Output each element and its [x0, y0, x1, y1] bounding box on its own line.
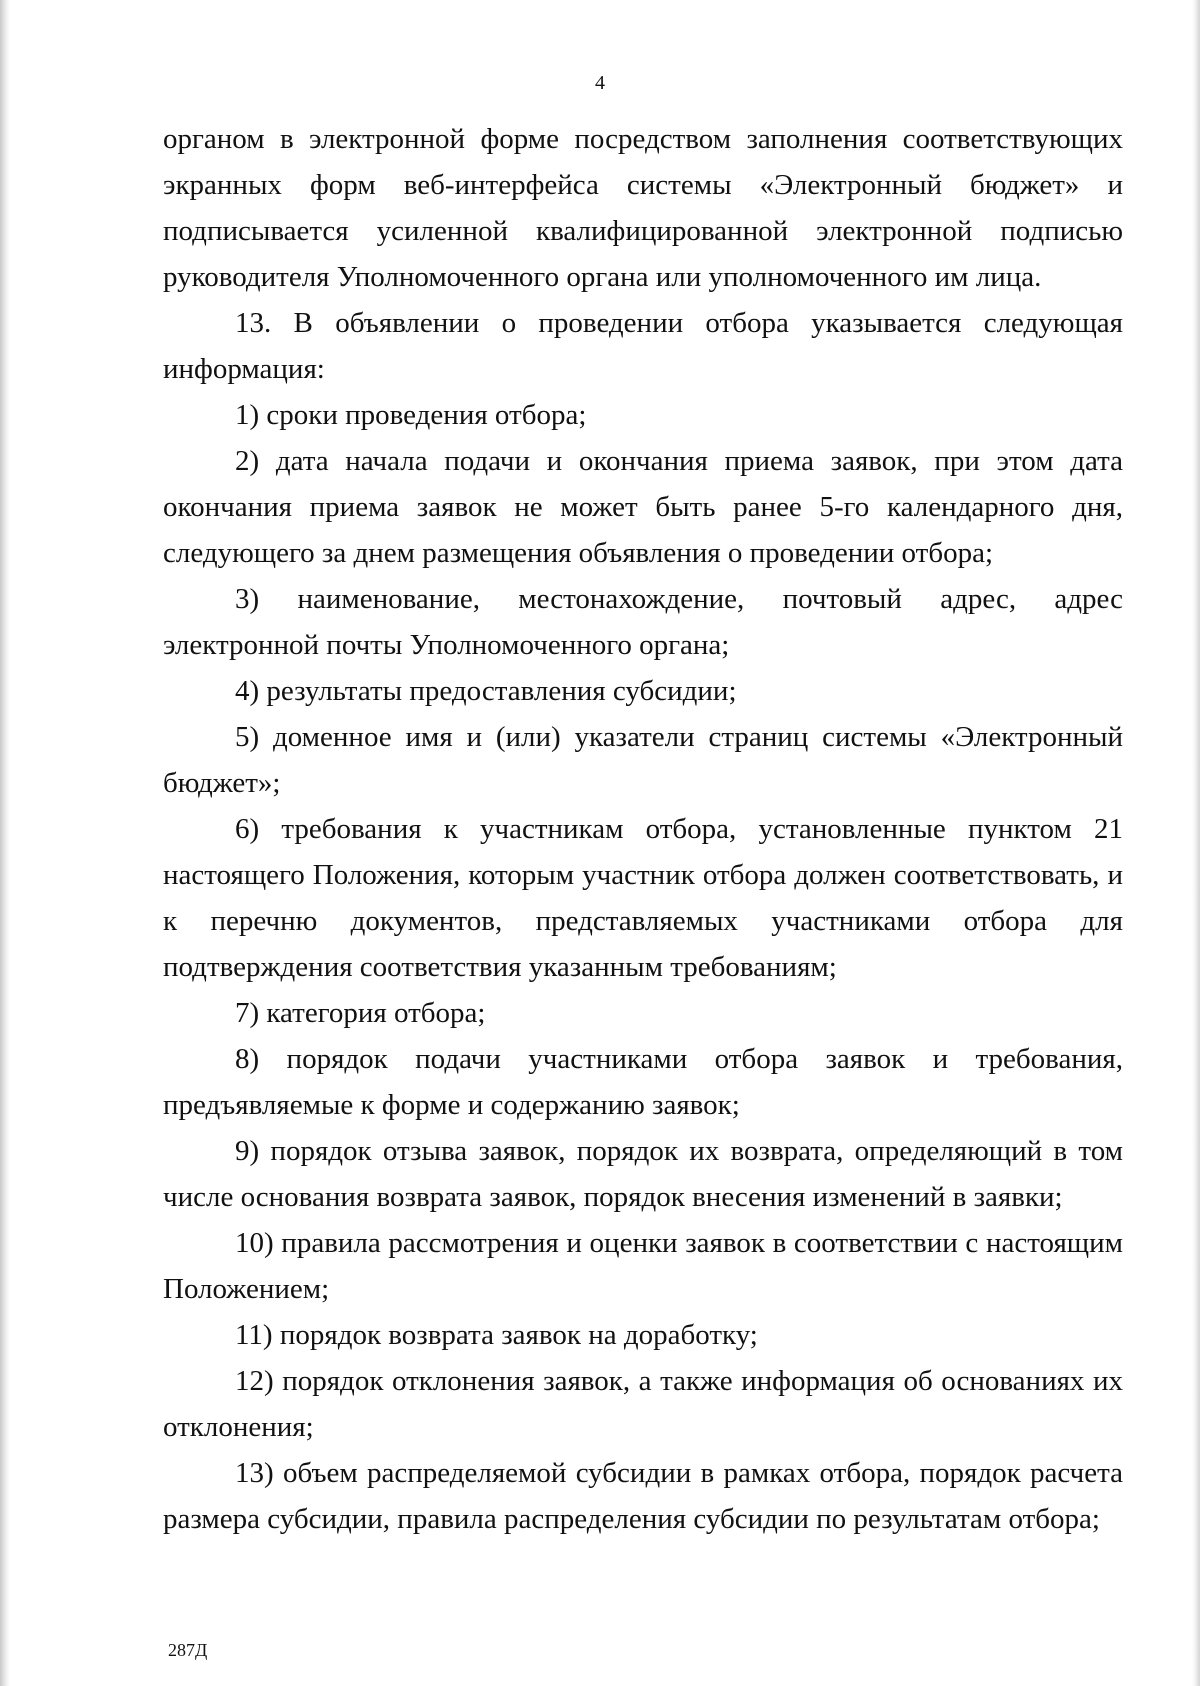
list-item-1: 1) сроки проведения отбора;	[235, 399, 587, 431]
document-code: 287Д	[168, 1640, 208, 1660]
list-item-6: 6) требования к участникам отбора, установленные пунктом 21 настоящего Положения, которым участник отбора должен соответствовать, и к перечню документов, представляемых участниками отбора для подтверждения соответствия указанным требованиям;	[163, 813, 1123, 983]
list-item-5: 5) доменное имя и (или) указатели страниц системы «Электронный бюджет»;	[163, 721, 1123, 799]
paragraph-continuation: органом в электронной форме посредством заполнения соответствующих экранных форм веб-интерфейса системы «Электронный бюджет» и подписывается усиленной квалифицированной электронной подписью руководителя Уполномоченного органа или уполномоченного им лица.	[163, 123, 1123, 293]
page-number: 4	[595, 72, 605, 94]
list-item-9: 9) порядок отзыва заявок, порядок их возврата, определяющий в том числе основания возврата заявок, порядок внесения изменений в заявки;	[163, 1135, 1123, 1213]
list-item-10: 10) правила рассмотрения и оценки заявок в соответствии с настоящим Положением;	[163, 1227, 1123, 1305]
list-item-12: 12) порядок отклонения заявок, а также информация об основаниях их отклонения;	[163, 1365, 1123, 1443]
list-item-13: 13) объем распределяемой субсидии в рамках отбора, порядок расчета размера субсидии, правила распределения субсидии по результатам отбора;	[163, 1457, 1123, 1535]
paragraph-item-13: 13. В объявлении о проведении отбора указывается следующая информация:	[163, 307, 1123, 385]
document-body	[163, 116, 1123, 1542]
list-item-2: 2) дата начала подачи и окончания приема заявок, при этом дата окончания приема заявок не может быть ранее 5-го календарного дня, следующего за днем размещения объявления о проведении отбора;	[163, 445, 1123, 569]
list-item-11: 11) порядок возврата заявок на доработку;	[235, 1319, 758, 1351]
list-item-7: 7) категория отбора;	[235, 997, 486, 1029]
scan-edge-left	[0, 0, 10, 1686]
list-item-4: 4) результаты предоставления субсидии;	[235, 675, 737, 707]
scan-edge-right	[1192, 0, 1200, 1686]
list-item-8: 8) порядок подачи участниками отбора заявок и требования, предъявляемые к форме и содержанию заявок;	[163, 1043, 1123, 1121]
list-item-3: 3) наименование, местонахождение, почтовый адрес, адрес электронной почты Уполномоченного органа;	[163, 583, 1123, 661]
